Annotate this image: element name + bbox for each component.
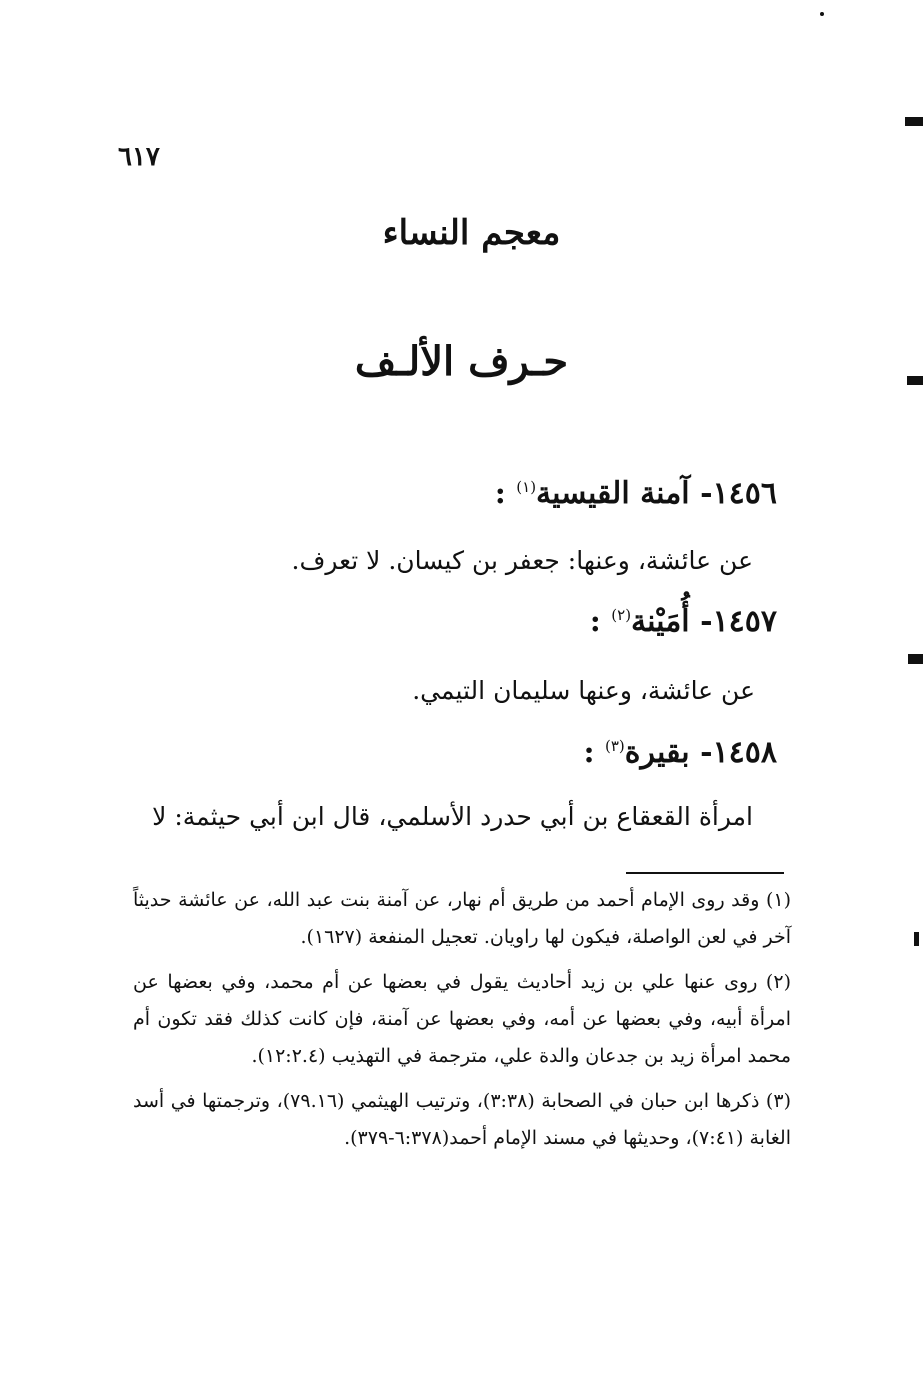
entry-heading-1457 [590, 604, 777, 639]
entry-body-1457: عن عائشة، وعنها سليمان التيمي. [412, 676, 755, 705]
entry-number: ١٤٥٦- [700, 476, 777, 511]
entry-heading-1458 [583, 735, 777, 770]
entry-colon: : [494, 476, 506, 511]
footnote-ref: (٢) [611, 606, 632, 624]
footnote-separator [626, 872, 784, 874]
section-title: حـرف الألـف [354, 338, 569, 385]
footnote-ref: (٣) [605, 737, 625, 755]
footnotes [133, 882, 791, 1165]
scan-mark [914, 932, 919, 946]
entry-body-1458: امرأة القعقاع بن أبي حدرد الأسلمي، قال ابن أبي حيثمة: لا [152, 802, 753, 831]
entry-body-1456: عن عائشة، وعنها: جعفر بن كيسان. لا تعرف. [291, 546, 753, 575]
footnote-3: (٣) ذكرها ابن حبان في الصحابة (٣:٣٨)، وترتيب الهيثمي (٧٩.١٦)، وترجمتها في أسد الغابة (٧:٤١)، وحديثها في مسند الإمام أحمد(٦:٣٧٨-٣٧٩). [133, 1090, 791, 1149]
entry-name: آمنة القيسية [536, 476, 690, 511]
scan-mark [908, 654, 923, 664]
entry-colon: : [589, 604, 601, 639]
page-title: معجم النساء [382, 213, 561, 253]
entry-colon: : [583, 735, 595, 770]
entry-number: ١٤٥٨- [700, 735, 777, 770]
entry-name: بقيرة [624, 735, 690, 770]
entry-number: ١٤٥٧- [700, 604, 777, 639]
entry-name: أُمَيْنة [631, 604, 690, 639]
footnote-2: (٢) روى عنها علي بن زيد أحاديث يقول في بعضها عن أم محمد، وفي بعضها عن امرأة أبيه، وفي بعضها عن أمه، وفي بعضها عن آمنة، فإن كانت كذلك فقد تكون أم محمد امرأة زيد بن جدعان والدة علي، مترجمة في التهذيب (١٢:٢.٤). [133, 971, 791, 1067]
footnote-ref: (١) [516, 478, 537, 496]
page-number: ٦١٧ [118, 142, 160, 172]
entry-heading-1456 [495, 476, 777, 511]
scan-mark [905, 117, 923, 126]
scan-mark [820, 12, 824, 16]
scan-mark [907, 376, 923, 385]
footnote-1: (١) وقد روى الإمام أحمد من طريق أم نهار، عن آمنة بنت عبد الله، عن عائشة حديثاً آخر في لعن الواصلة، فيكون لها راويان. تعجيل المنفعة (١٦٢٧). [133, 889, 791, 948]
